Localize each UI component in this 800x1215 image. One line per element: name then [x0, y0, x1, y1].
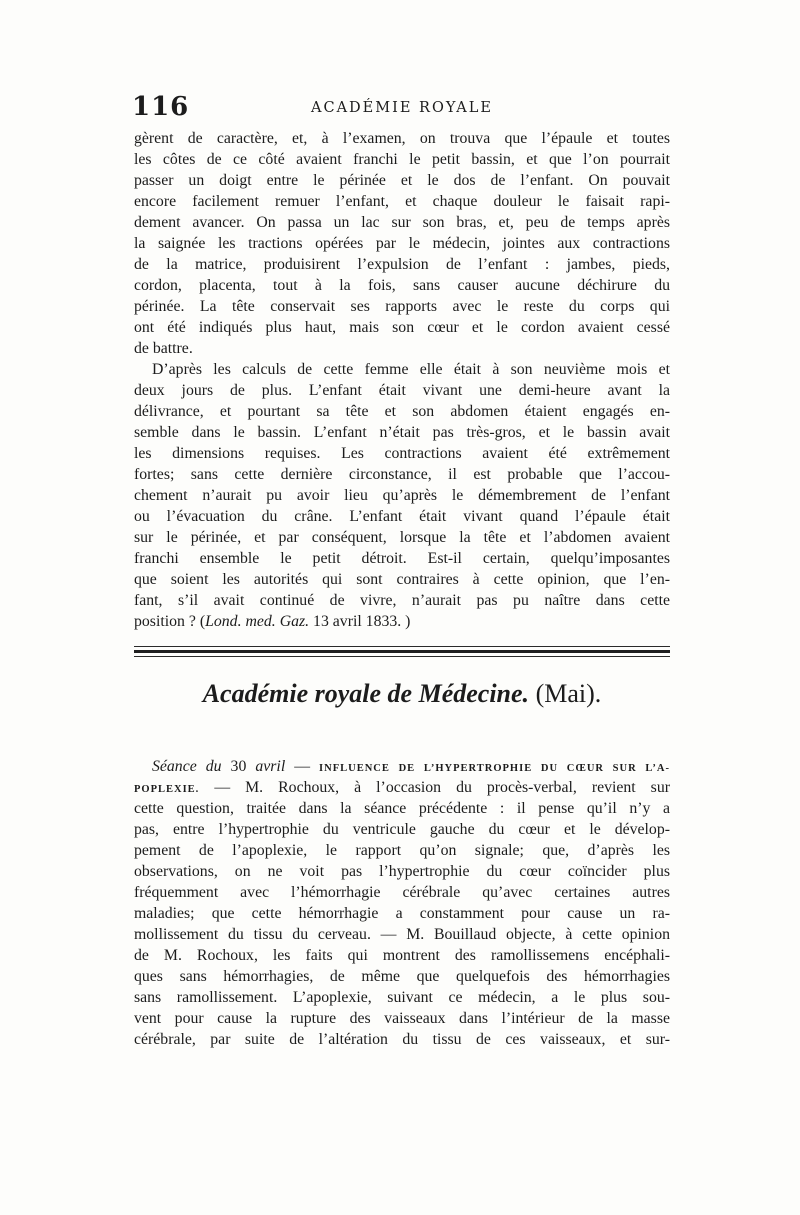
citation-line	[134, 611, 670, 632]
text-line: chement n’aurait pu avoir lieu qu’après le démembrement de l’enfant	[134, 487, 670, 504]
paragraph-1	[134, 128, 670, 359]
seance-label: Séance du	[152, 758, 222, 775]
case-report-text	[134, 128, 670, 632]
text-line: périnée. La tête conservait ses rapports avec le reste du corps qui	[134, 298, 670, 315]
running-head	[132, 92, 672, 122]
seance-dash: —	[285, 758, 320, 775]
text-line: les dimensions requises. Les contractions avaient été extrêmement	[134, 445, 670, 462]
section-divider	[134, 646, 670, 660]
text-line: passer un doigt entre le périnée et le dos de l’enfant. On pouvait	[134, 172, 670, 189]
paragraph-2	[134, 359, 670, 632]
text-line: pement de l’apoplexie, le rapport qu’on signale; que, d’après les	[134, 842, 670, 859]
text-line: la saignée les tractions opérées par le médecin, jointes aux contractions	[134, 235, 670, 252]
text-line: cérébrale, par suite de l’altération du tissu de ces vaisseaux, et sur-	[134, 1031, 670, 1048]
text-line: deux jours de plus. L’enfant était vivant une demi-heure avant la	[134, 382, 670, 399]
page-number: 116	[132, 92, 190, 122]
section-heading-title: Académie royale de Médecine.	[202, 679, 530, 708]
text-line: semble dans le bassin. L’enfant n’était pas très-gros, et le bassin avait	[134, 424, 670, 441]
text-line: de M. Rochoux, les faits qui montrent des ramollissemens encéphali-	[134, 947, 670, 964]
section-heading-month: (Mai).	[529, 679, 602, 708]
citation-source: Lond. med. Gaz.	[205, 613, 310, 630]
text-line: fortes; sans cette dernière circonstance, il est probable que l’accou-	[134, 466, 670, 483]
text-line: fant, s’il avait continué de vivre, n’aurait pas pu naître dans cette	[134, 592, 670, 609]
text-line: gèrent de caractère, et, à l’examen, on trouva que l’épaule et toutes	[134, 130, 670, 147]
text-line: cordon, placenta, tout à la fois, sans causer aucune déchirure du	[134, 277, 670, 294]
text-line: ont été indiqués plus haut, mais son cœur et le cordon avaient cessé	[134, 319, 670, 336]
text-line: mollissement du tissu du cerveau. — M. Bouillaud objecte, à cette opinion	[134, 926, 670, 943]
text-line: cette question, traitée dans la séance précédente : il pense qu’il n’y a	[134, 800, 670, 817]
seance-month: avril	[255, 758, 286, 775]
divider-rule-top	[134, 646, 670, 647]
text-line: de battre.	[134, 340, 193, 357]
text-line: ou l’évacuation du crâne. L’enfant était vivant quand l’épaule était	[134, 508, 670, 525]
seance-day: 30	[221, 758, 256, 775]
divider-rule-middle	[134, 650, 670, 653]
running-title: ACADÉMIE ROYALE	[311, 100, 493, 116]
text-line: maladies; que cette hémorrhagie a constamment pour cause un ra-	[134, 905, 670, 922]
text-line: pas, entre l’hypertrophie du ventricule gauche du cœur et le dévelop-	[134, 821, 670, 838]
text-line: que soient les autorités qui sont contraires à cette opinion, que l’en-	[134, 571, 670, 588]
text-line: encore facilement remuer l’enfant, et chaque douleur le faisait rapi-	[134, 193, 670, 210]
topic-heading: INFLUENCE DE L’HYPERTROPHIE DU CŒUR SUR L’A-	[319, 763, 670, 774]
text-line: de la matrice, produisirent l’expulsion de l’enfant : jambes, pieds,	[134, 256, 670, 273]
section-heading	[134, 676, 670, 712]
topic-heading-end: POPLEXIE.	[134, 784, 200, 795]
seance-paragraph	[134, 756, 670, 1050]
text-line-rest: — M. Rochoux, à l’occasion du procès-verbal, revient sur	[199, 779, 670, 796]
text-line: D’après les calculs de cette femme elle était à son neuvième mois et	[152, 361, 670, 378]
text-line	[134, 777, 670, 798]
text-line: dement avancer. On passa un lac sur son bras, et, peu de temps après	[134, 214, 670, 231]
text-line: fréquemment avec l’hémorrhagie cérébrale qu’avec certaines autres	[134, 884, 670, 901]
text-line: vent pour cause la rupture des vaisseaux dans l’intérieur de la masse	[134, 1010, 670, 1027]
seance-first-line	[134, 756, 670, 777]
seance-report-text	[134, 756, 670, 1050]
text-line: observations, on ne voit pas l’hypertrophie du cœur coïncider plus	[134, 863, 670, 880]
text-line: les côtes de ce côté avaient franchi le petit bassin, et que l’on pourrait	[134, 151, 670, 168]
text-line: sur le périnée, et par conséquent, lorsque la tête et l’abdomen avaient	[134, 529, 670, 546]
citation-prefix: position ? (	[134, 613, 206, 630]
text-line: franchi ensemble le petit détroit. Est-il certain, quelqu’imposantes	[134, 550, 670, 567]
citation-date: 13 avril 1833. )	[309, 613, 411, 630]
text-line: ques sans hémorrhagies, de même que quelquefois des hémorrhagies	[134, 968, 670, 985]
divider-rule-bottom	[134, 656, 670, 657]
text-line: délivrance, et pourtant sa tête et son abdomen étaient engagés en-	[134, 403, 670, 420]
text-line: sans ramollissement. L’apoplexie, suivant ce médecin, a le plus sou-	[134, 989, 670, 1006]
